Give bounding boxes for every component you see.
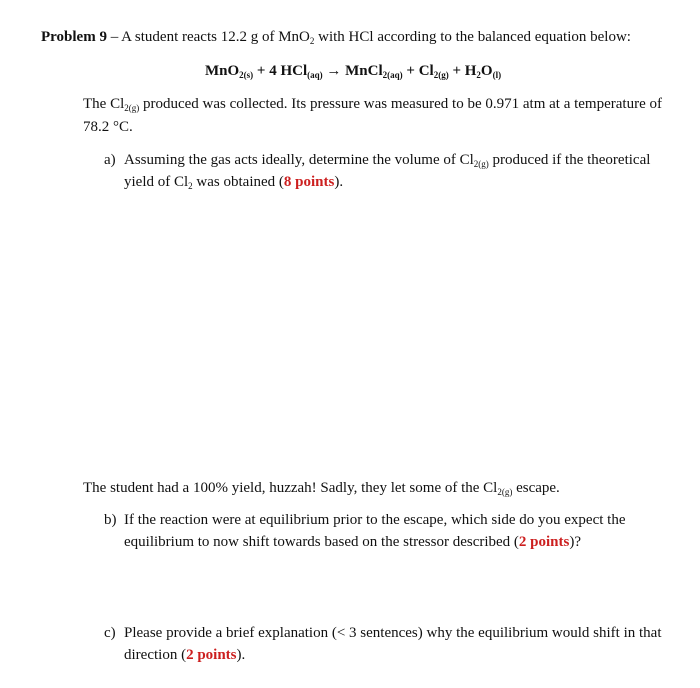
part-c-points: 2 points [186,647,237,663]
part-a-l2-mid: was obtained ( [192,174,284,190]
problem-intro [41,27,631,47]
part-b-line-1: If the reaction were at equilibrium prior to the escape, which side do you expect the [124,512,626,528]
yield-note-sub: 2(g) [497,487,513,497]
eq-h2o-o: O [480,63,493,79]
collected-text-after: produced was collected. Its pressure was measured to be 0.971 atm at a temperature of [139,96,662,112]
part-b-l2-text: equilibrium to now shift towards based on the stressor described ( [124,534,519,550]
yield-note [83,478,560,498]
part-a-line-2 [124,172,343,192]
part-a-l2-sub: 2 [188,181,193,191]
eq-h2o-sub1: 2 [476,70,481,80]
part-a-label: a) [104,152,116,168]
collected-text: The Cl [83,96,125,112]
eq-mno2: MnO [205,63,240,79]
eq-arrow: → [322,63,346,79]
problem-dash: – [106,29,122,45]
part-a-line-1 [124,150,650,170]
eq-h2o-h: + H [448,63,477,79]
problem-intro-text-after: with HCl according to the balanced equation below: [314,29,631,45]
collected-sub: 2(g) [124,103,140,113]
part-b-l2-after: )? [569,534,582,550]
eq-mno2-sub: 2(s) [239,70,254,80]
part-c-line-1: Please provide a brief explanation (< 3 sentences) why the equilibrium would shift in that [124,625,662,641]
part-a-text-after: produced if the theoretical [488,152,651,168]
collected-line-2: 78.2 °C. [83,119,133,135]
part-b-line-2 [124,532,581,552]
balanced-equation [205,61,501,81]
part-a-points: 8 points [283,174,335,190]
part-b-points: 2 points [518,534,570,550]
eq-hcl: + 4 HCl [253,63,308,79]
part-c-label: c) [104,625,116,641]
part-b-label: b) [104,512,117,528]
eq-mncl2-sub: 2(aq) [382,70,403,80]
eq-cl2-sub: 2(g) [433,70,449,80]
part-c-l2-after: ). [236,647,246,663]
eq-mncl2: MnCl [345,63,383,79]
eq-h2o-sub2: (l) [492,70,502,80]
yield-note-text: The student had a 100% yield, huzzah! Sadly, they let some of the Cl [83,480,498,496]
problem-title: Problem 9 [41,29,107,45]
problem-intro-text: A student reacts 12.2 g of MnO [121,29,310,45]
problem-intro-sub: 2 [309,36,315,46]
part-a-l2-text: yield of Cl [124,174,189,190]
eq-cl2: + Cl [402,63,434,79]
part-a-sub: 2(g) [473,159,489,169]
collected-line-1 [83,94,662,114]
part-a-text: Assuming the gas acts ideally, determine the volume of Cl [124,152,474,168]
part-a-l2-after: ). [334,174,344,190]
eq-hcl-sub: (aq) [307,70,323,80]
part-c-line-2 [124,645,245,665]
yield-note-text-after: escape. [512,480,560,496]
part-c-l2-text: direction ( [124,647,187,663]
